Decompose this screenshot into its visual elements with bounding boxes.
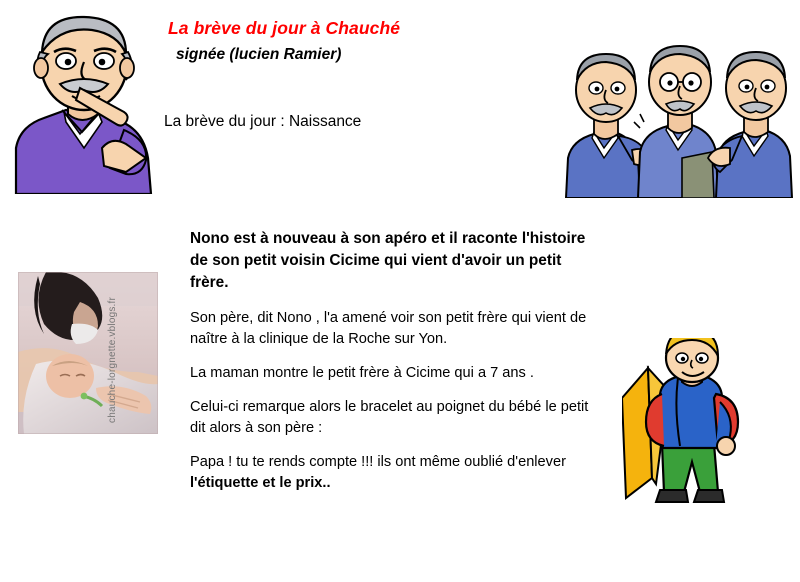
- boy-with-backpack-cartoon-icon: [622, 338, 744, 506]
- site-watermark: chauche-lorgnette.vblogs.fr: [107, 296, 118, 423]
- story-body: [190, 228, 590, 507]
- three-men-talking-cartoon-icon: [560, 40, 794, 198]
- page-title: La brève du jour à Chauché: [168, 18, 401, 38]
- story-paragraph-5: [190, 452, 590, 494]
- story-paragraph-4: Celui-ci remarque alors le bracelet au poignet du bébé le petit dit alors à son père :: [190, 399, 589, 436]
- story-paragraph-2: Son père, dit Nono , l'a amené voir son petit frère qui vient de naître à la clinique de la Roche sur Yon.: [190, 310, 587, 347]
- story-paragraph-3: La maman montre le petit frère à Cicime qui a 7 ans .: [190, 365, 534, 381]
- story-punchline: l'étiquette et le prix..: [190, 475, 331, 491]
- newborn-baby-photo: [18, 272, 158, 434]
- old-man-pointing-cartoon-icon: [6, 8, 156, 194]
- story-paragraph-5-text: Papa ! tu te rends compte !!! ils ont même oublié d'enlever: [190, 454, 566, 470]
- page-topic: La brève du jour : Naissance: [164, 113, 362, 130]
- page-signature: signée (lucien Ramier): [176, 46, 342, 63]
- story-paragraph-lead: Nono est à nouveau à son apéro et il raconte l'histoire de son petit voisin Cicime qui vient d'avoir un petit frère.: [190, 230, 586, 291]
